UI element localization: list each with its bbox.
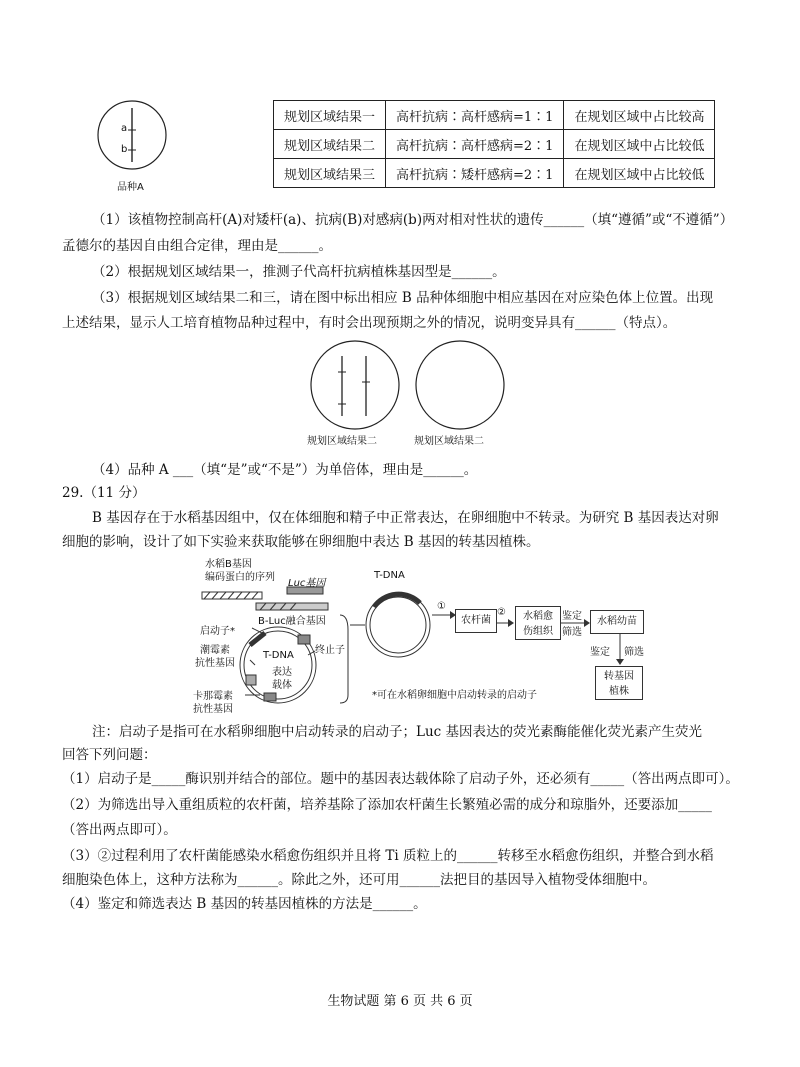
label-hyg-1: 潮霉素 xyxy=(200,645,230,656)
chromosome-circles xyxy=(310,338,510,438)
box-transgenic: 转基因 植株 xyxy=(595,666,643,700)
table-row: 规划区域结果三 高杆抗病∶矮杆感病=2∶1 在规划区域中占比较低 xyxy=(274,159,715,188)
q29-heading: 29.（11 分） xyxy=(62,485,146,501)
results-table xyxy=(273,100,715,188)
box-callus: 水稻愈 伤组织 xyxy=(515,606,561,640)
variety-a-label: 品种A xyxy=(117,182,144,193)
q28-part2: （2）根据规划区域结果一，推测子代高杆抗病植株基因型是______。 xyxy=(92,264,506,280)
label-identify-3: 鉴定 xyxy=(590,647,610,658)
step-1: ① xyxy=(437,601,446,612)
label-identify-1: 鉴定 xyxy=(562,611,582,622)
q28-part1-line1: （1）该植物控制高杆(A)对矮杆(a)、抗病(B)对感病(b)两对相对性状的遗传______（填“遵循”或“不遵循”） xyxy=(92,212,734,228)
q29-part3-line2: 细胞染色体上，这种方法称为______。除此之外，还可用______法把目的基因导入植物受体细胞中。 xyxy=(62,872,656,888)
diagram-footnote: *可在水稻卵细胞中启动转录的启动子 xyxy=(372,690,537,701)
label-kan-1: 卡那霉素 xyxy=(193,691,233,702)
label-identify-2: 筛选 xyxy=(562,627,582,638)
page-footer: 生物试题 第 6 页 共 6 页 xyxy=(327,994,473,1009)
q29-answer-intro: 回答下列问题： xyxy=(62,747,157,763)
label-kan-2: 抗性基因 xyxy=(193,704,233,715)
q29-note: 注：启动子是指可在水稻卵细胞中启动转录的启动子；Luc 基因表达的荧光素酶能催化荧光素产生荧光 xyxy=(92,724,703,740)
label-luc: Luc基因 xyxy=(288,578,326,589)
step-2: ② xyxy=(497,607,506,618)
q28-part3-line1: （3）根据规划区域结果二和三，请在图中标出相应 B 品种体细胞中相应基因在对应染色体上位置。出现 xyxy=(92,290,714,306)
label-hyg-2: 抗性基因 xyxy=(195,658,235,669)
label-vector-tdna: T-DNA xyxy=(263,650,294,661)
q28-part3-line2: 上述结果，显示人工培育植物品种过程中，有时会出现预期之外的情况，说明变异具有______（特点）。 xyxy=(62,315,677,331)
q28-part4: （4）品种 A ___（填“是”或“不是”）为单倍体，理由是______。 xyxy=(92,462,478,478)
q29-part2-line2: （答出两点即可）。 xyxy=(62,822,177,838)
gene-a-label: a xyxy=(121,123,128,134)
label-promoter: 启动子* xyxy=(200,626,235,637)
q29-part4: （4）鉴定和筛选表达 B 基因的转基因植株的方法是______。 xyxy=(62,896,427,912)
table-row: 规划区域结果二 高杆抗病∶高杆感病=2∶1 在规划区域中占比较低 xyxy=(274,130,715,159)
table-row: 规划区域结果一 高杆抗病∶高杆感病=1∶1 在规划区域中占比较高 xyxy=(274,101,715,130)
q28-part1-line2: 孟德尔的基因自由组合定律，理由是______。 xyxy=(62,238,332,254)
label-identify-4: 筛选 xyxy=(624,647,644,658)
box-agrobacterium: 农杆菌 xyxy=(455,609,497,633)
label-vector-express: 表达 xyxy=(272,667,292,678)
gene-b-label: b xyxy=(121,144,128,155)
q29-part3-line1: （3）②过程利用了农杆菌能感染水稻愈伤组织并且将 Ti 质粒上的______转移至水稻愈伤组织，并整合到水稻 xyxy=(62,848,714,864)
box-seedling: 水稻幼苗 xyxy=(590,610,644,634)
label-rice-b: 水稻B基因 xyxy=(205,559,252,570)
circle-label-2: 规划区域结果二 xyxy=(414,436,484,447)
label-fusion-gene: B-Luc融合基因 xyxy=(258,616,326,627)
label-tdna: T-DNA xyxy=(374,570,405,581)
label-terminator: 终止子 xyxy=(315,645,345,656)
q29-intro-line1: B 基因存在于水稻基因组中，仅在体细胞和精子中正常表达，在卵细胞中不转录。为研究 B 基因表达对卵 xyxy=(92,510,719,526)
circle-label-1: 规划区域结果二 xyxy=(307,436,377,447)
label-coding-seq: 编码蛋白的序列 xyxy=(205,572,275,583)
q29-intro-line2: 细胞的影响，设计了如下实验来获取能够在卵细胞中表达 B 基因的转基因植株。 xyxy=(62,534,540,550)
label-vector-carrier: 载体 xyxy=(272,680,292,691)
q29-part1: （1）启动子是_____酶识别并结合的部位。题中的基因表达载体除了启动子外，还必须有_____（答出两点即可）。 xyxy=(62,771,739,787)
q29-part2-line1: （2）为筛选出导入重组质粒的农杆菌，培养基除了添加农杆菌生长繁殖必需的成分和琼脂外，还要添加_____ xyxy=(62,797,712,813)
